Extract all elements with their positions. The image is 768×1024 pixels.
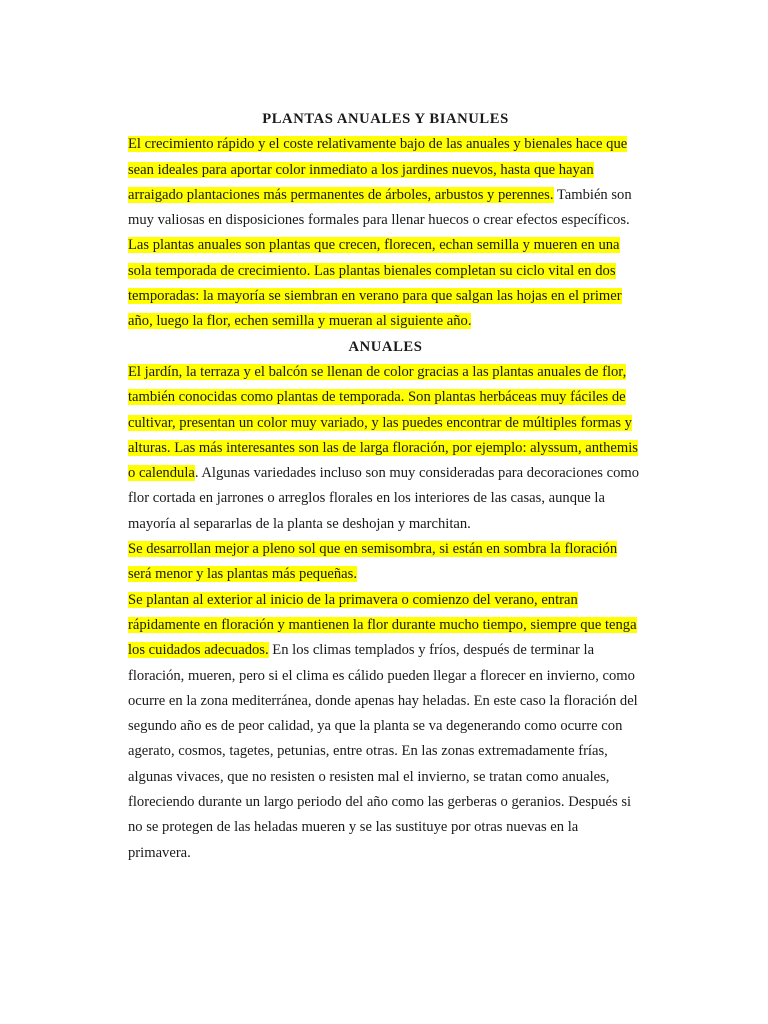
plain-text: En los climas templados y fríos, después de terminar la floración, mueren, pero si el clima es cálido pueden llegar a florecer en invierno, como ocurre en la zona mediterránea, donde apenas hay heladas. En este caso la floración del segundo año es de peor calidad, ya que la planta se va degenerando como ocurre con agerato, cosmos, tagetes, petunias, entre otras. En las zonas extremadamente frías, algunas vivaces, que no resisten o resisten mal el invierno, se tratan como anuales, floreciendo durante un largo periodo del año como las gerberas o geranios. Después si no se protegen de las heladas mueren y se las sustituye por otras nuevas en la primavera. bbox=[128, 642, 638, 861]
plain-text: También son muy valiosas en disposiciones formales para llenar huecos o crear efectos específicos. bbox=[128, 186, 632, 229]
anuales-paragraph-3 bbox=[128, 588, 643, 866]
anuales-paragraph-2 bbox=[128, 537, 643, 588]
intro-paragraph bbox=[128, 132, 643, 334]
highlighted-text: El crecimiento rápido y el coste relativamente bajo de las anuales y bienales hace que sean ideales para aportar color inmediato a los jardines nuevos, hasta que hayan arraigado plantaciones más permanentes de árboles, arbustos y perennes. bbox=[128, 136, 628, 203]
document-body bbox=[128, 107, 643, 866]
highlighted-text: El jardín, la terraza y el balcón se llenan de color gracias a las plantas anuales de flor, también conocidas como plantas de temporada. Son plantas herbáceas muy fáciles de cultivar, presentan un color muy variado, y las puedes encontrar de múltiples formas y alturas. Las más interesantes son las de larga floración, por ejemplo: alyssum, anthemis o calendula bbox=[128, 363, 638, 482]
highlighted-text: Se plantan al exterior al inicio de la primavera o comienzo del verano, entran rápidamente en floración y mantienen la flor durante mucho tiempo, siempre que tenga los cuidados adecuados. bbox=[128, 591, 637, 659]
section-heading-anuales: ANUALES bbox=[348, 338, 423, 355]
anuales-paragraph-1 bbox=[128, 360, 643, 537]
highlighted-text: Las plantas anuales son plantas que crecen, florecen, echan semilla y mueren en una sola temporada de crecimiento. Las plantas bienales completan su ciclo vital en dos temporadas: la mayoría se siembran en verano para que salgan las hojas en el primer año, luego la flor, echen semilla y mueran al siguiente año. bbox=[128, 237, 622, 330]
plain-text: . Algunas variedades incluso son muy consideradas para decoraciones como flor cortada en jarrones o arreglos florales en los interiores de las casas, aunque la mayoría al separarlas de la planta se deshojan y marchitan. bbox=[128, 465, 640, 532]
document-title: PLANTAS ANUALES Y BIANULES bbox=[262, 111, 509, 127]
highlighted-text: Se desarrollan mejor a pleno sol que en semisombra, si están en sombra la floración será menor y las plantas más pequeñas. bbox=[128, 541, 618, 583]
